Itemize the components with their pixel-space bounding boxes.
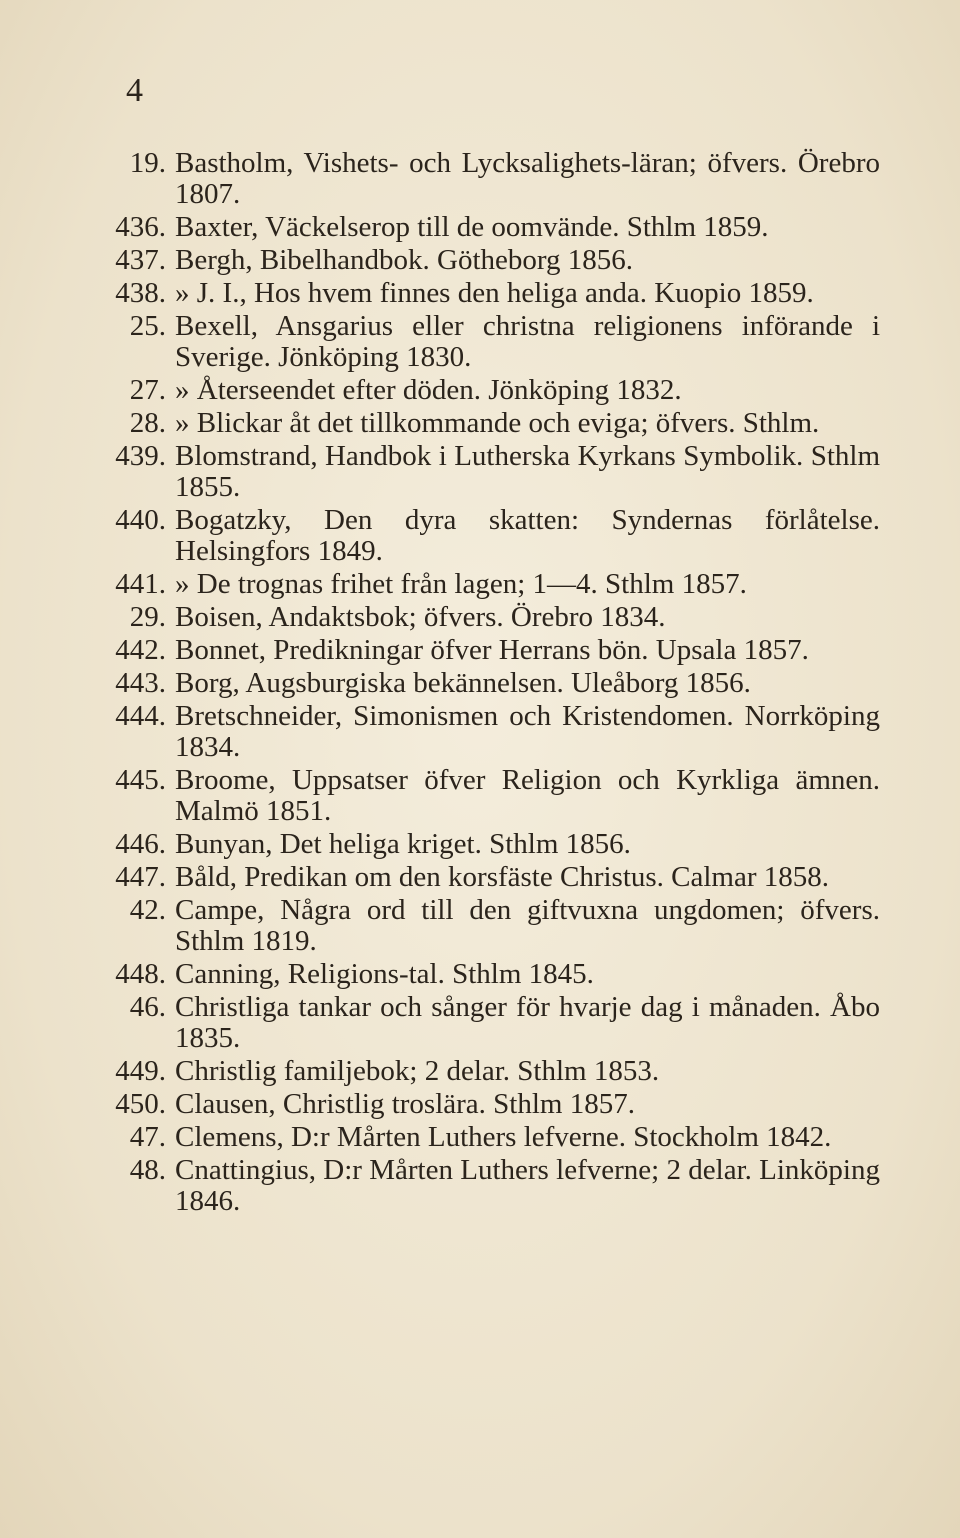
entry-number: 436. <box>115 211 166 243</box>
entry-text: Bergh, Bibelhandbok. Götheborg 1856. <box>175 244 634 276</box>
entry-text: » Blickar åt det tillkommande och eviga; öfvers. Sthlm. <box>175 407 820 439</box>
entry-text: Campe, Några ord till den giftvuxna ungdomen; öfvers. Sthlm 1819. <box>175 894 880 957</box>
entry-number: 446. <box>115 828 166 860</box>
entry-text: Bretschneider, Simonismen och Kristendomen. Norrköping 1834. <box>175 700 880 763</box>
catalog-entry <box>100 829 880 860</box>
entry-number: 47. <box>129 1121 166 1153</box>
entry-text: » Återseendet efter döden. Jönköping 1832. <box>175 374 682 406</box>
entry-text: Clemens, D:r Mårten Luthers lefverne. Stockholm 1842. <box>175 1121 832 1153</box>
catalog-entry <box>100 862 880 893</box>
catalog-entry <box>100 148 880 210</box>
entry-number: 25. <box>129 310 166 342</box>
entry-text: Baxter, Väckelserop till de oomvände. Sthlm 1859. <box>175 211 769 243</box>
entry-number: 445. <box>115 764 166 796</box>
entry-number: 443. <box>115 667 166 699</box>
entry-text: Bexell, Ansgarius eller christna religionens införande i Sverige. Jönköping 1830. <box>175 310 880 373</box>
entry-text: » De trognas frihet från lagen; 1—4. Sthlm 1857. <box>175 568 747 600</box>
entry-text: Cnattingius, D:r Mårten Luthers lefverne; 2 delar. Linköping 1846. <box>175 1154 880 1217</box>
catalog-entry <box>100 635 880 666</box>
catalog-entry <box>100 245 880 276</box>
entry-text: Borg, Augsburgiska bekännelsen. Uleåborg 1856. <box>175 667 751 699</box>
entry-text: Bastholm, Vishets- och Lycksalighets-läran; öfvers. Örebro 1807. <box>175 147 880 210</box>
entry-number: 447. <box>115 861 166 893</box>
entry-text: Broome, Uppsatser öfver Religion och Kyrkliga ämnen. Malmö 1851. <box>175 764 880 827</box>
entry-number: 449. <box>115 1055 166 1087</box>
catalog-entry <box>100 375 880 406</box>
entry-number: 46. <box>129 991 166 1023</box>
entry-number: 444. <box>115 700 166 732</box>
entry-number: 438. <box>115 277 166 309</box>
entry-text: Christliga tankar och sånger för hvarje dag i månaden. Åbo 1835. <box>175 991 880 1054</box>
entry-number: 27. <box>129 374 166 406</box>
page-number: 4 <box>126 72 143 109</box>
catalog-entry <box>100 505 880 567</box>
entry-text: Bonnet, Predikningar öfver Herrans bön. Upsala 1857. <box>175 634 809 666</box>
catalog-entry <box>100 1089 880 1120</box>
entry-text: Canning, Religions-tal. Sthlm 1845. <box>175 958 594 990</box>
entry-text: Clausen, Christlig troslära. Sthlm 1857. <box>175 1088 635 1120</box>
catalog-entry <box>100 212 880 243</box>
entry-number: 42. <box>129 894 166 926</box>
entry-number: 48. <box>129 1154 166 1186</box>
catalog-entry <box>100 1056 880 1087</box>
catalog-entry <box>100 701 880 763</box>
entry-text: Båld, Predikan om den korsfäste Christus. Calmar 1858. <box>175 861 830 893</box>
catalog-entry <box>100 278 880 309</box>
catalog-entry-list <box>100 148 880 1219</box>
entry-number: 440. <box>115 504 166 536</box>
entry-number: 450. <box>115 1088 166 1120</box>
catalog-entry <box>100 895 880 957</box>
catalog-entry <box>100 311 880 373</box>
entry-number: 439. <box>115 440 166 472</box>
catalog-entry <box>100 959 880 990</box>
entry-text: » J. I., Hos hvem finnes den heliga anda. Kuopio 1859. <box>175 277 814 309</box>
catalog-entry <box>100 1155 880 1217</box>
entry-number: 29. <box>129 601 166 633</box>
entry-number: 19. <box>129 147 166 179</box>
entry-text: Christlig familjebok; 2 delar. Sthlm 1853. <box>175 1055 660 1087</box>
catalog-entry <box>100 602 880 633</box>
entry-text: Bunyan, Det heliga kriget. Sthlm 1856. <box>175 828 631 860</box>
catalog-entry <box>100 992 880 1054</box>
entry-number: 448. <box>115 958 166 990</box>
entry-text: Bogatzky, Den dyra skatten: Syndernas förlåtelse. Helsingfors 1849. <box>175 504 880 567</box>
entry-text: Boisen, Andaktsbok; öfvers. Örebro 1834. <box>175 601 666 633</box>
catalog-entry <box>100 1122 880 1153</box>
entry-number: 28. <box>129 407 166 439</box>
catalog-entry <box>100 569 880 600</box>
entry-number: 441. <box>115 568 166 600</box>
entry-number: 442. <box>115 634 166 666</box>
entry-number: 437. <box>115 244 166 276</box>
catalog-entry <box>100 668 880 699</box>
catalog-entry <box>100 408 880 439</box>
catalog-entry <box>100 441 880 503</box>
catalog-entry <box>100 765 880 827</box>
entry-text: Blomstrand, Handbok i Lutherska Kyrkans Symbolik. Sthlm 1855. <box>175 440 880 503</box>
